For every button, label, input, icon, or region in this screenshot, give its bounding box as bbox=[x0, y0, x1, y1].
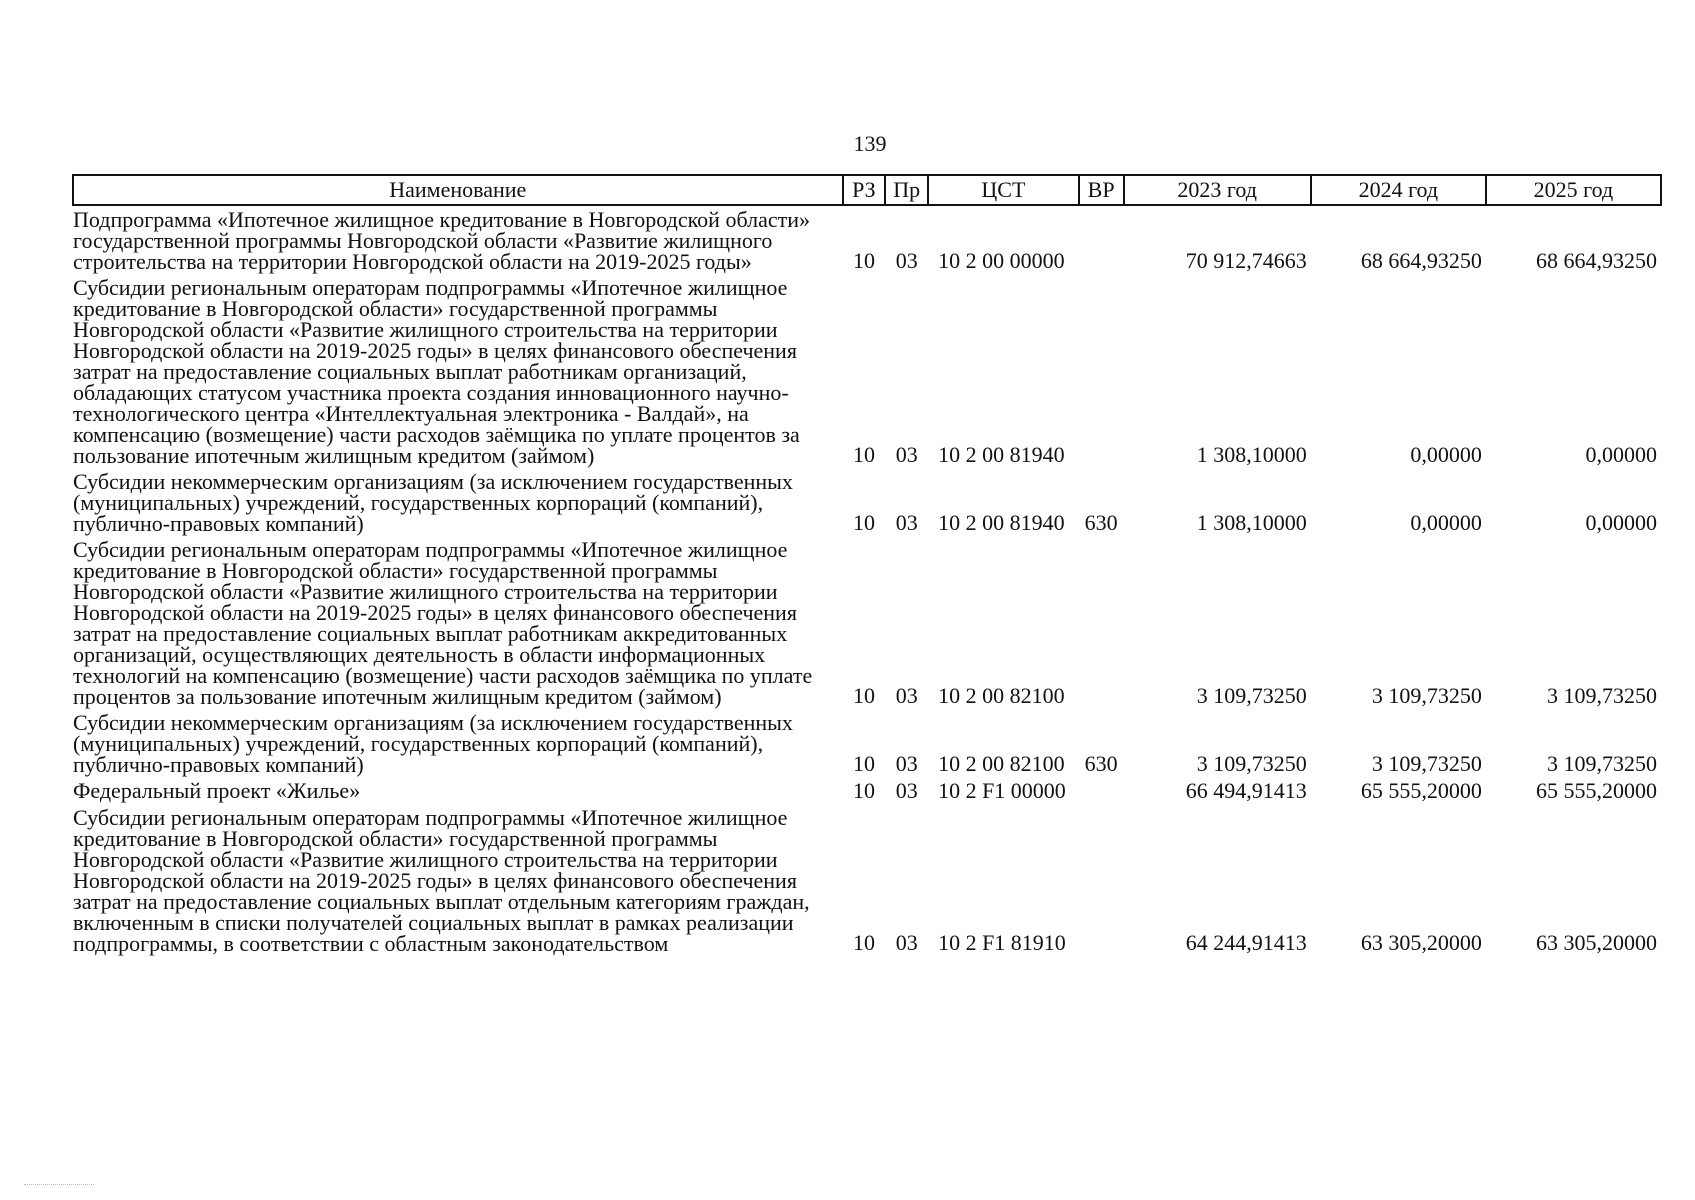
row-2024: 0,00000 bbox=[1410, 442, 1482, 467]
row-rz: 10 bbox=[852, 442, 875, 467]
row-vr bbox=[1079, 804, 1124, 956]
row-2025: 0,00000 bbox=[1585, 442, 1657, 467]
header-row bbox=[73, 175, 1661, 205]
row-2023: 3 109,73250 bbox=[1196, 751, 1307, 776]
row-2024: 65 555,20000 bbox=[1360, 778, 1482, 803]
row-2024: 3 109,73250 bbox=[1371, 683, 1482, 708]
table-header bbox=[73, 175, 1661, 205]
row-vr bbox=[1079, 777, 1124, 804]
table-row bbox=[73, 709, 1661, 777]
row-2023: 70 912,74663 bbox=[1185, 248, 1307, 273]
row-name: Субсидии региональным операторам подпрограммы «Ипотечное жилищное кредитование в Новгородской области» государственной программы Новгородской области «Развитие жилищного строительства на территории Новгородской области на 2019-2025 годы» в целях финансового обеспечения затрат на предоставление социальных выплат работникам аккредитованных организаций, осуществляющих деятельность в области информационных технологий на компенсацию (возмещение) части расходов заёмщика по уплате процентов за пользование ипотечным жилищным кредитом (займом) bbox=[73, 537, 813, 709]
row-2024: 0,00000 bbox=[1410, 510, 1482, 535]
row-rz: 10 bbox=[852, 683, 875, 708]
row-2025: 0,00000 bbox=[1585, 510, 1657, 535]
row-2025: 65 555,20000 bbox=[1536, 778, 1657, 803]
row-vr bbox=[1079, 274, 1124, 468]
row-rz: 10 bbox=[852, 510, 875, 535]
row-2023: 66 494,91413 bbox=[1185, 778, 1307, 803]
row-vr: 630 bbox=[1084, 751, 1118, 776]
row-rz: 10 bbox=[852, 778, 875, 803]
row-vr bbox=[1079, 536, 1124, 709]
row-pr: 03 bbox=[895, 683, 918, 708]
row-name: Субсидии региональным операторам подпрограммы «Ипотечное жилищное кредитование в Новгородской области» государственной программы Новгородской области «Развитие жилищного строительства на территории Новгородской области на 2019-2025 годы» в целях финансового обеспечения затрат на предоставление социальных выплат отдельным категориям граждан, включенным в списки получателей социальных выплат в рамках реализации подпрограммы, в соответствии с областным законодательством bbox=[73, 805, 810, 956]
row-2023: 64 244,91413 bbox=[1185, 930, 1307, 955]
row-2023: 3 109,73250 bbox=[1196, 683, 1307, 708]
row-pr: 03 bbox=[895, 778, 918, 803]
row-pr: 03 bbox=[895, 510, 918, 535]
row-name: Федеральный проект «Жилье» bbox=[73, 778, 361, 803]
row-2024: 63 305,20000 bbox=[1360, 930, 1482, 955]
table-row bbox=[73, 468, 1661, 536]
table-body bbox=[73, 205, 1661, 956]
row-2025: 63 305,20000 bbox=[1536, 930, 1657, 955]
row-vr: 630 bbox=[1084, 510, 1118, 535]
row-2024: 3 109,73250 bbox=[1371, 751, 1482, 776]
table-row bbox=[73, 205, 1661, 274]
row-pr: 03 bbox=[895, 930, 918, 955]
header-2024: 2024 год bbox=[1311, 175, 1486, 205]
row-2025: 3 109,73250 bbox=[1547, 751, 1657, 776]
row-pr: 03 bbox=[895, 442, 918, 467]
header-rz: РЗ bbox=[843, 175, 886, 205]
row-2025: 3 109,73250 bbox=[1547, 683, 1657, 708]
row-rz: 10 bbox=[852, 248, 875, 273]
header-name: Наименование bbox=[73, 175, 843, 205]
row-cst: 10 2 00 82100 bbox=[938, 751, 1065, 776]
page-number: 139 bbox=[853, 131, 887, 156]
header-pr: Пр bbox=[885, 175, 928, 205]
row-name: Субсидии некоммерческим организациям (за исключением государственных (муниципальных) учреждений, государственных корпораций (компаний), публично-правовых компаний) bbox=[73, 710, 793, 777]
row-2023: 1 308,10000 bbox=[1196, 442, 1307, 467]
row-vr bbox=[1079, 205, 1124, 274]
table-row bbox=[73, 777, 1661, 804]
row-rz: 10 bbox=[852, 930, 875, 955]
scan-mark bbox=[24, 1184, 94, 1185]
header-2025: 2025 год bbox=[1486, 175, 1661, 205]
row-name: Подпрограмма «Ипотечное жилищное кредитование в Новгородской области» государственной программы Новгородской области «Развитие жилищного строительства на территории Новгородской области на 2019-2025 годы» bbox=[73, 207, 810, 274]
row-2023: 1 308,10000 bbox=[1196, 510, 1307, 535]
row-cst: 10 2 00 81940 bbox=[938, 510, 1065, 535]
header-vr: ВР bbox=[1079, 175, 1124, 205]
header-cst: ЦСТ bbox=[928, 175, 1079, 205]
row-cst: 10 2 00 00000 bbox=[938, 248, 1065, 273]
row-cst: 10 2 00 82100 bbox=[938, 683, 1065, 708]
row-cst: 10 2 F1 81910 bbox=[938, 930, 1066, 955]
budget-table bbox=[72, 174, 1662, 956]
row-cst: 10 2 00 81940 bbox=[938, 442, 1065, 467]
row-2025: 68 664,93250 bbox=[1536, 248, 1657, 273]
row-cst: 10 2 F1 00000 bbox=[938, 778, 1066, 803]
row-name: Субсидии региональным операторам подпрограммы «Ипотечное жилищное кредитование в Новгородской области» государственной программы Новгородской области «Развитие жилищного строительства на территории Новгородской области на 2019-2025 годы» в целях финансового обеспечения затрат на предоставление социальных выплат работникам организаций, обладающих статусом участника проекта создания инновационного научно-технологического центра «Интеллектуальная электроника - Валдай», на компенсацию (возмещение) части расходов заёмщика по уплате процентов за пользование ипотечным жилищным кредитом (займом) bbox=[73, 275, 800, 468]
row-pr: 03 bbox=[895, 248, 918, 273]
table-row bbox=[73, 274, 1661, 468]
row-pr: 03 bbox=[895, 751, 918, 776]
header-2023: 2023 год bbox=[1124, 175, 1311, 205]
row-rz: 10 bbox=[852, 751, 875, 776]
table-row bbox=[73, 536, 1661, 709]
table-row bbox=[73, 804, 1661, 956]
row-2024: 68 664,93250 bbox=[1360, 248, 1482, 273]
row-name: Субсидии некоммерческим организациям (за исключением государственных (муниципальных) учреждений, государственных корпораций (компаний), публично-правовых компаний) bbox=[73, 469, 793, 536]
